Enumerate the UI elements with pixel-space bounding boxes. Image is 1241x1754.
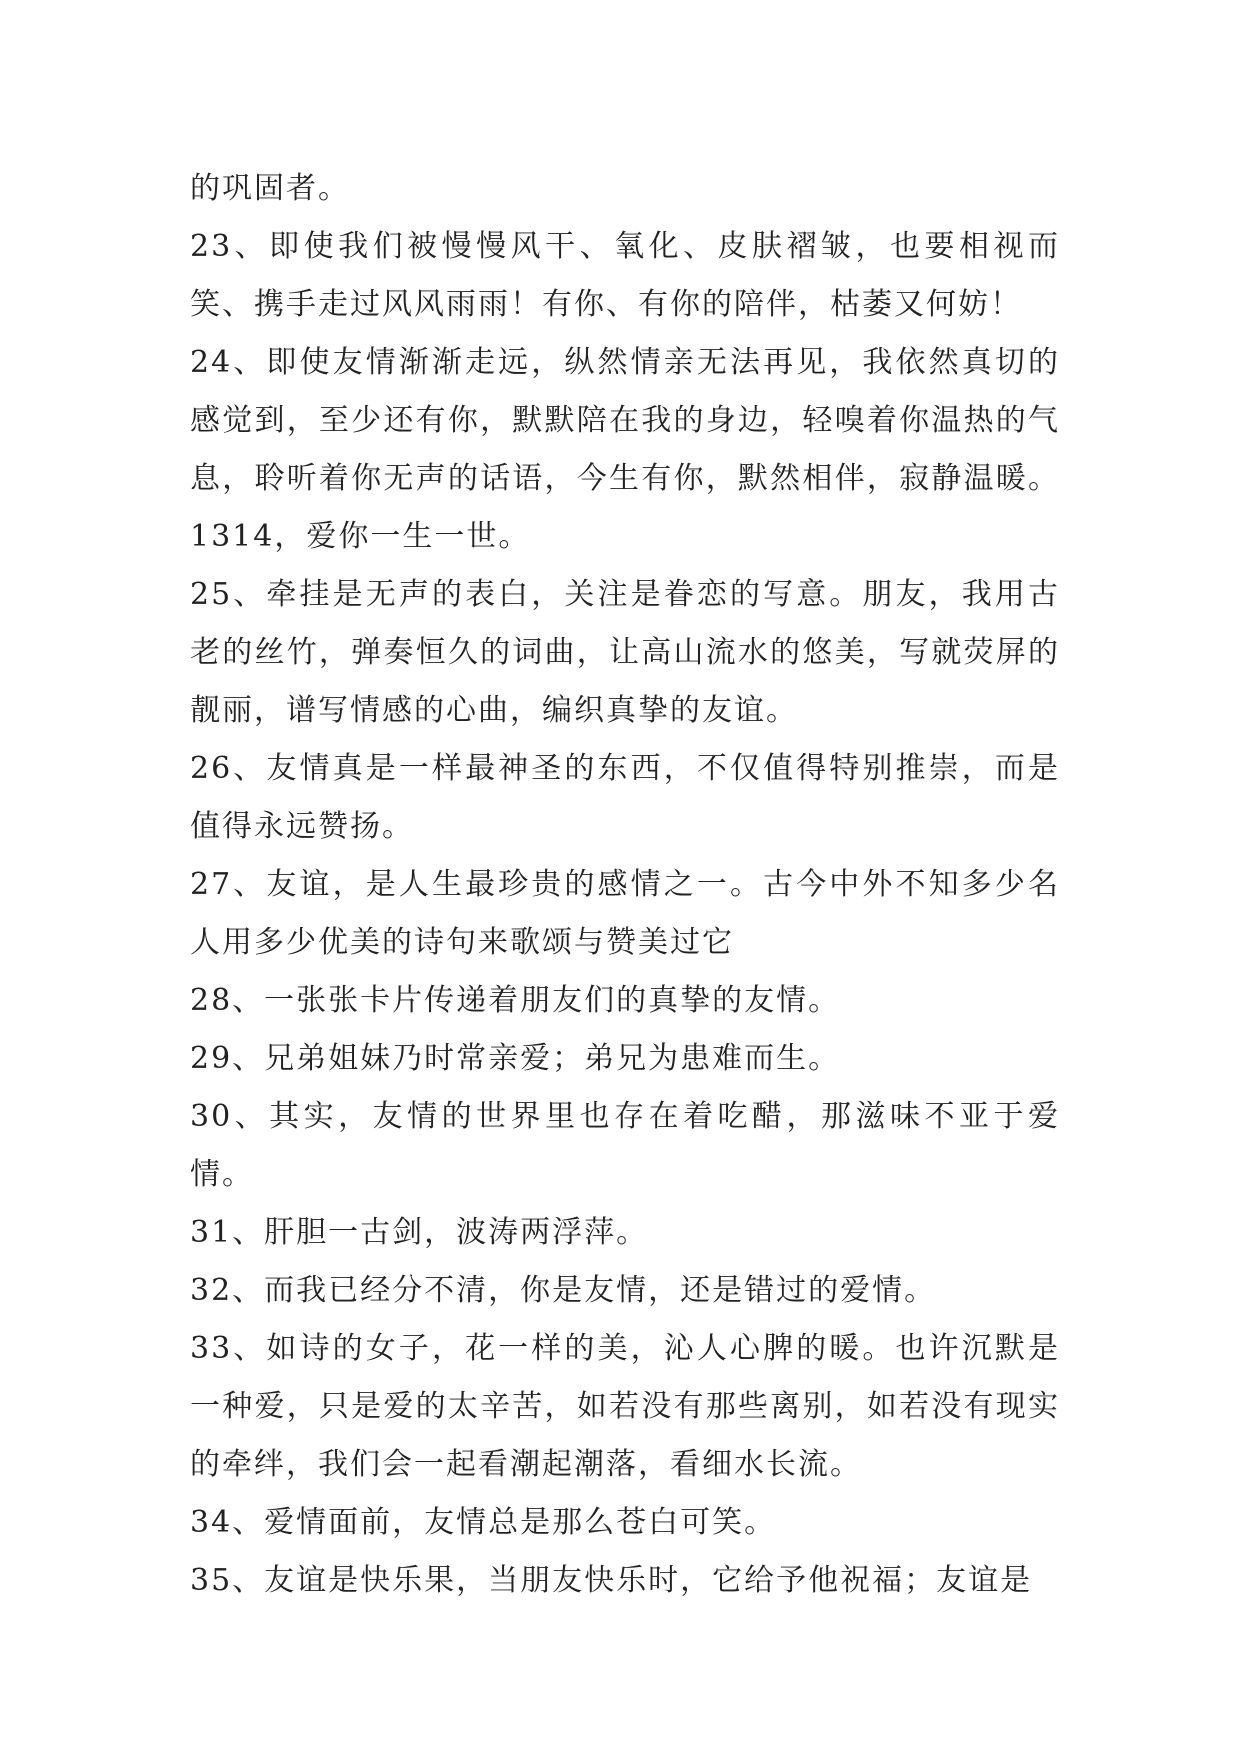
paragraph-31: 31、肝胆一古剑，波涛两浮萍。: [190, 1215, 649, 1250]
paragraph-26: 26、友情真是一样最神圣的东西，不仅值得特别推崇，而是值得永远赞扬。: [190, 751, 1060, 844]
paragraph-continuation: 的巩固者。: [190, 171, 350, 206]
paragraph-33: 33、如诗的女子，花一样的美，沁人心脾的暖。也许沉默是一种爱，只是爱的太辛苦，如若没有那些离别，如若没有现实的牵绊，我们会一起看潮起潮落，看细水长流。: [190, 1331, 1060, 1482]
paragraph-32: 32、而我已经分不清，你是友情，还是错过的爱情。: [190, 1273, 937, 1308]
paragraph-34: 34、爱情面前，友情总是那么苍白可笑。: [190, 1505, 777, 1540]
paragraph-30: 30、其实，友情的世界里也存在着吃醋，那滋味不亚于爱情。: [190, 1099, 1060, 1192]
document-body: [190, 160, 1060, 1610]
paragraph-24: 24、即使友情渐渐走远，纵然情亲无法再见，我依然真切的感觉到，至少还有你，默默陪在我的身边，轻嗅着你温热的气息，聆听着你无声的话语，今生有你，默然相伴，寂静温暖。1314，爱你一生一世。: [190, 345, 1060, 554]
paragraph-23: 23、即使我们被慢慢风干、氧化、皮肤褶皱，也要相视而笑、携手走过风风雨雨！有你、有你的陪伴，枯萎又何妨！: [190, 229, 1060, 322]
paragraph-25: 25、牵挂是无声的表白，关注是眷恋的写意。朋友，我用古老的丝竹，弹奏恒久的词曲，让高山流水的悠美，写就荧屏的靓丽，谱写情感的心曲，编织真挚的友谊。: [190, 577, 1060, 728]
paragraph-29: 29、兄弟姐妹乃时常亲爱；弟兄为患难而生。: [190, 1041, 841, 1076]
paragraph-28: 28、一张张卡片传递着朋友们的真挚的友情。: [190, 983, 841, 1018]
paragraph-35: 35、友谊是快乐果，当朋友快乐时，它给予他祝福；友谊是: [190, 1563, 1033, 1598]
paragraph-27: 27、友谊，是人生最珍贵的感情之一。古今中外不知多少名人用多少优美的诗句来歌颂与赞美过它: [190, 867, 1060, 960]
